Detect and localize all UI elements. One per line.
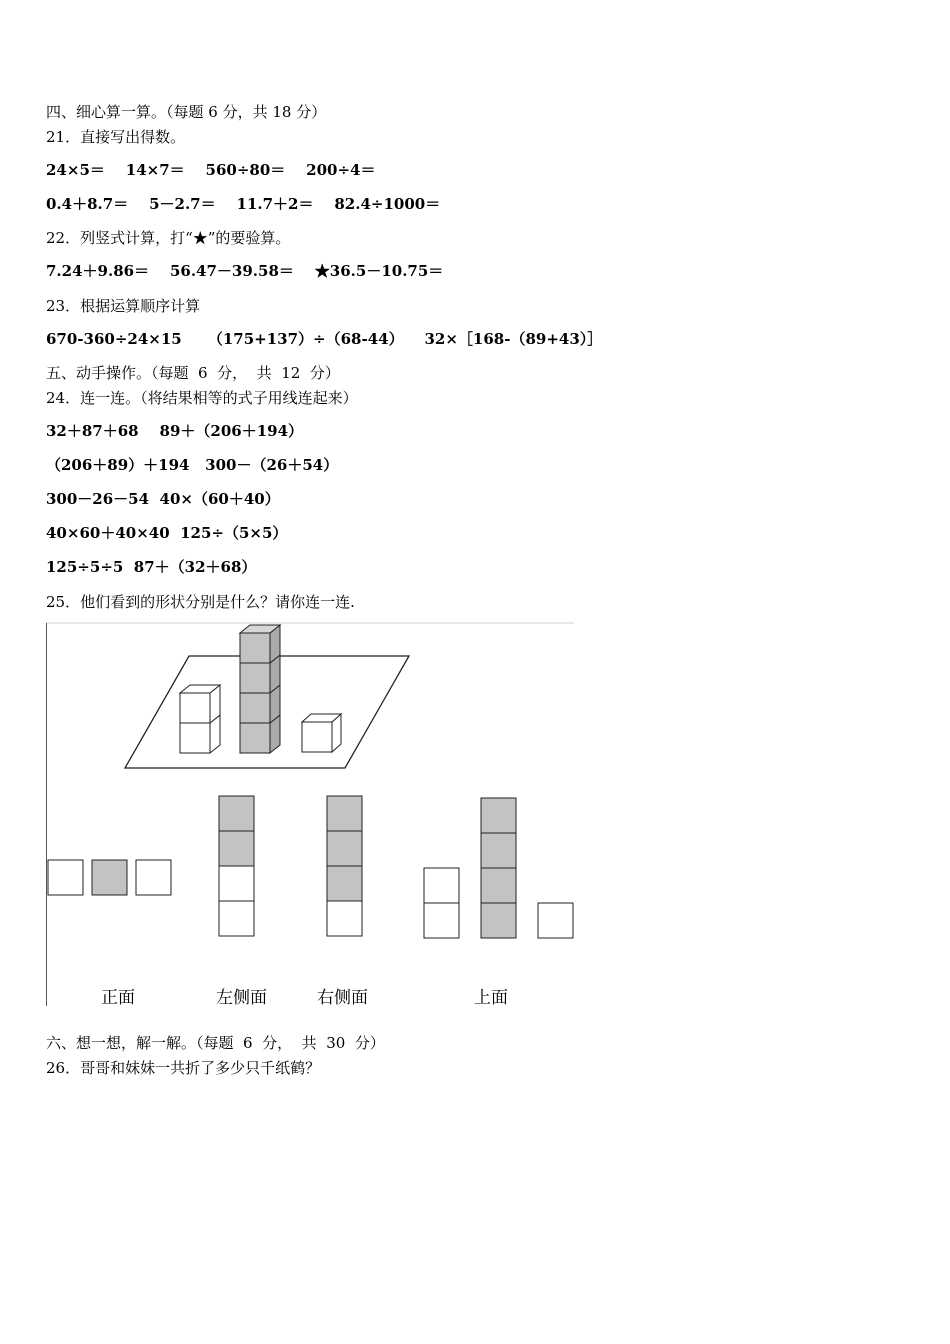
view-option-mixed [424,798,573,938]
q21-row-1: 24×5＝ 14×7＝ 560÷80＝ 200÷4＝ [46,161,376,179]
q24-title: 24．连一连。（将结果相等的式子用线连起来） [46,389,358,407]
section-5-heading: 五、动手操作。（每题 6 分， 共 12 分） [46,364,340,382]
section-4-heading: 四、细心算一算。（每题 6 分，共 18 分） [46,103,327,121]
label-right-side: 右侧面 [317,988,368,1006]
label-left-side: 左侧面 [216,988,267,1006]
label-top: 上面 [474,988,508,1006]
q24-row-1: 32＋87＋68 89＋（206＋194） [46,422,304,440]
q24-row-5: 125÷5÷5 87＋（32＋68） [46,558,257,576]
q25-figure [46,622,574,1006]
q21-row-2: 0.4＋8.7＝ 5－2.7＝ 11.7＋2＝ 82.4÷1000＝ [46,195,441,213]
q24-row-4: 40×60＋40×40 125÷（5×5） [46,524,288,542]
view-option-row [48,860,171,895]
q25-title: 25．他们看到的形状分别是什么？请你连一连. [46,593,355,611]
q24-row-3: 300－26－54 40×（60＋40） [46,490,280,508]
q24-row-2: （206＋89）＋194 300－（26＋54） [46,456,339,474]
cube-stack-left [180,685,220,753]
label-front: 正面 [101,988,135,1006]
q21-title: 21．直接写出得数。 [46,128,186,146]
q23-row-1: 670-360÷24×15 （175+137）÷（68-44） 32×［168-（89+43）］ [46,330,603,348]
view-option-column-b [327,796,362,936]
q26-title: 26．哥哥和妹妹一共折了多少只千纸鹤？ [46,1059,321,1077]
cube-stack-middle [240,625,280,753]
q23-title: 23．根据运算顺序计算 [46,297,201,315]
q22-row-1: 7.24＋9.86＝ 56.47－39.58＝ ★36.5－10.75＝ [46,262,444,280]
section-6-heading: 六、想一想，解一解。（每题 6 分， 共 30 分） [46,1034,385,1052]
view-option-column-a [219,796,254,936]
cube-single-right [302,714,341,752]
q22-title: 22．列竖式计算，打“★”的要验算。 [46,229,291,247]
